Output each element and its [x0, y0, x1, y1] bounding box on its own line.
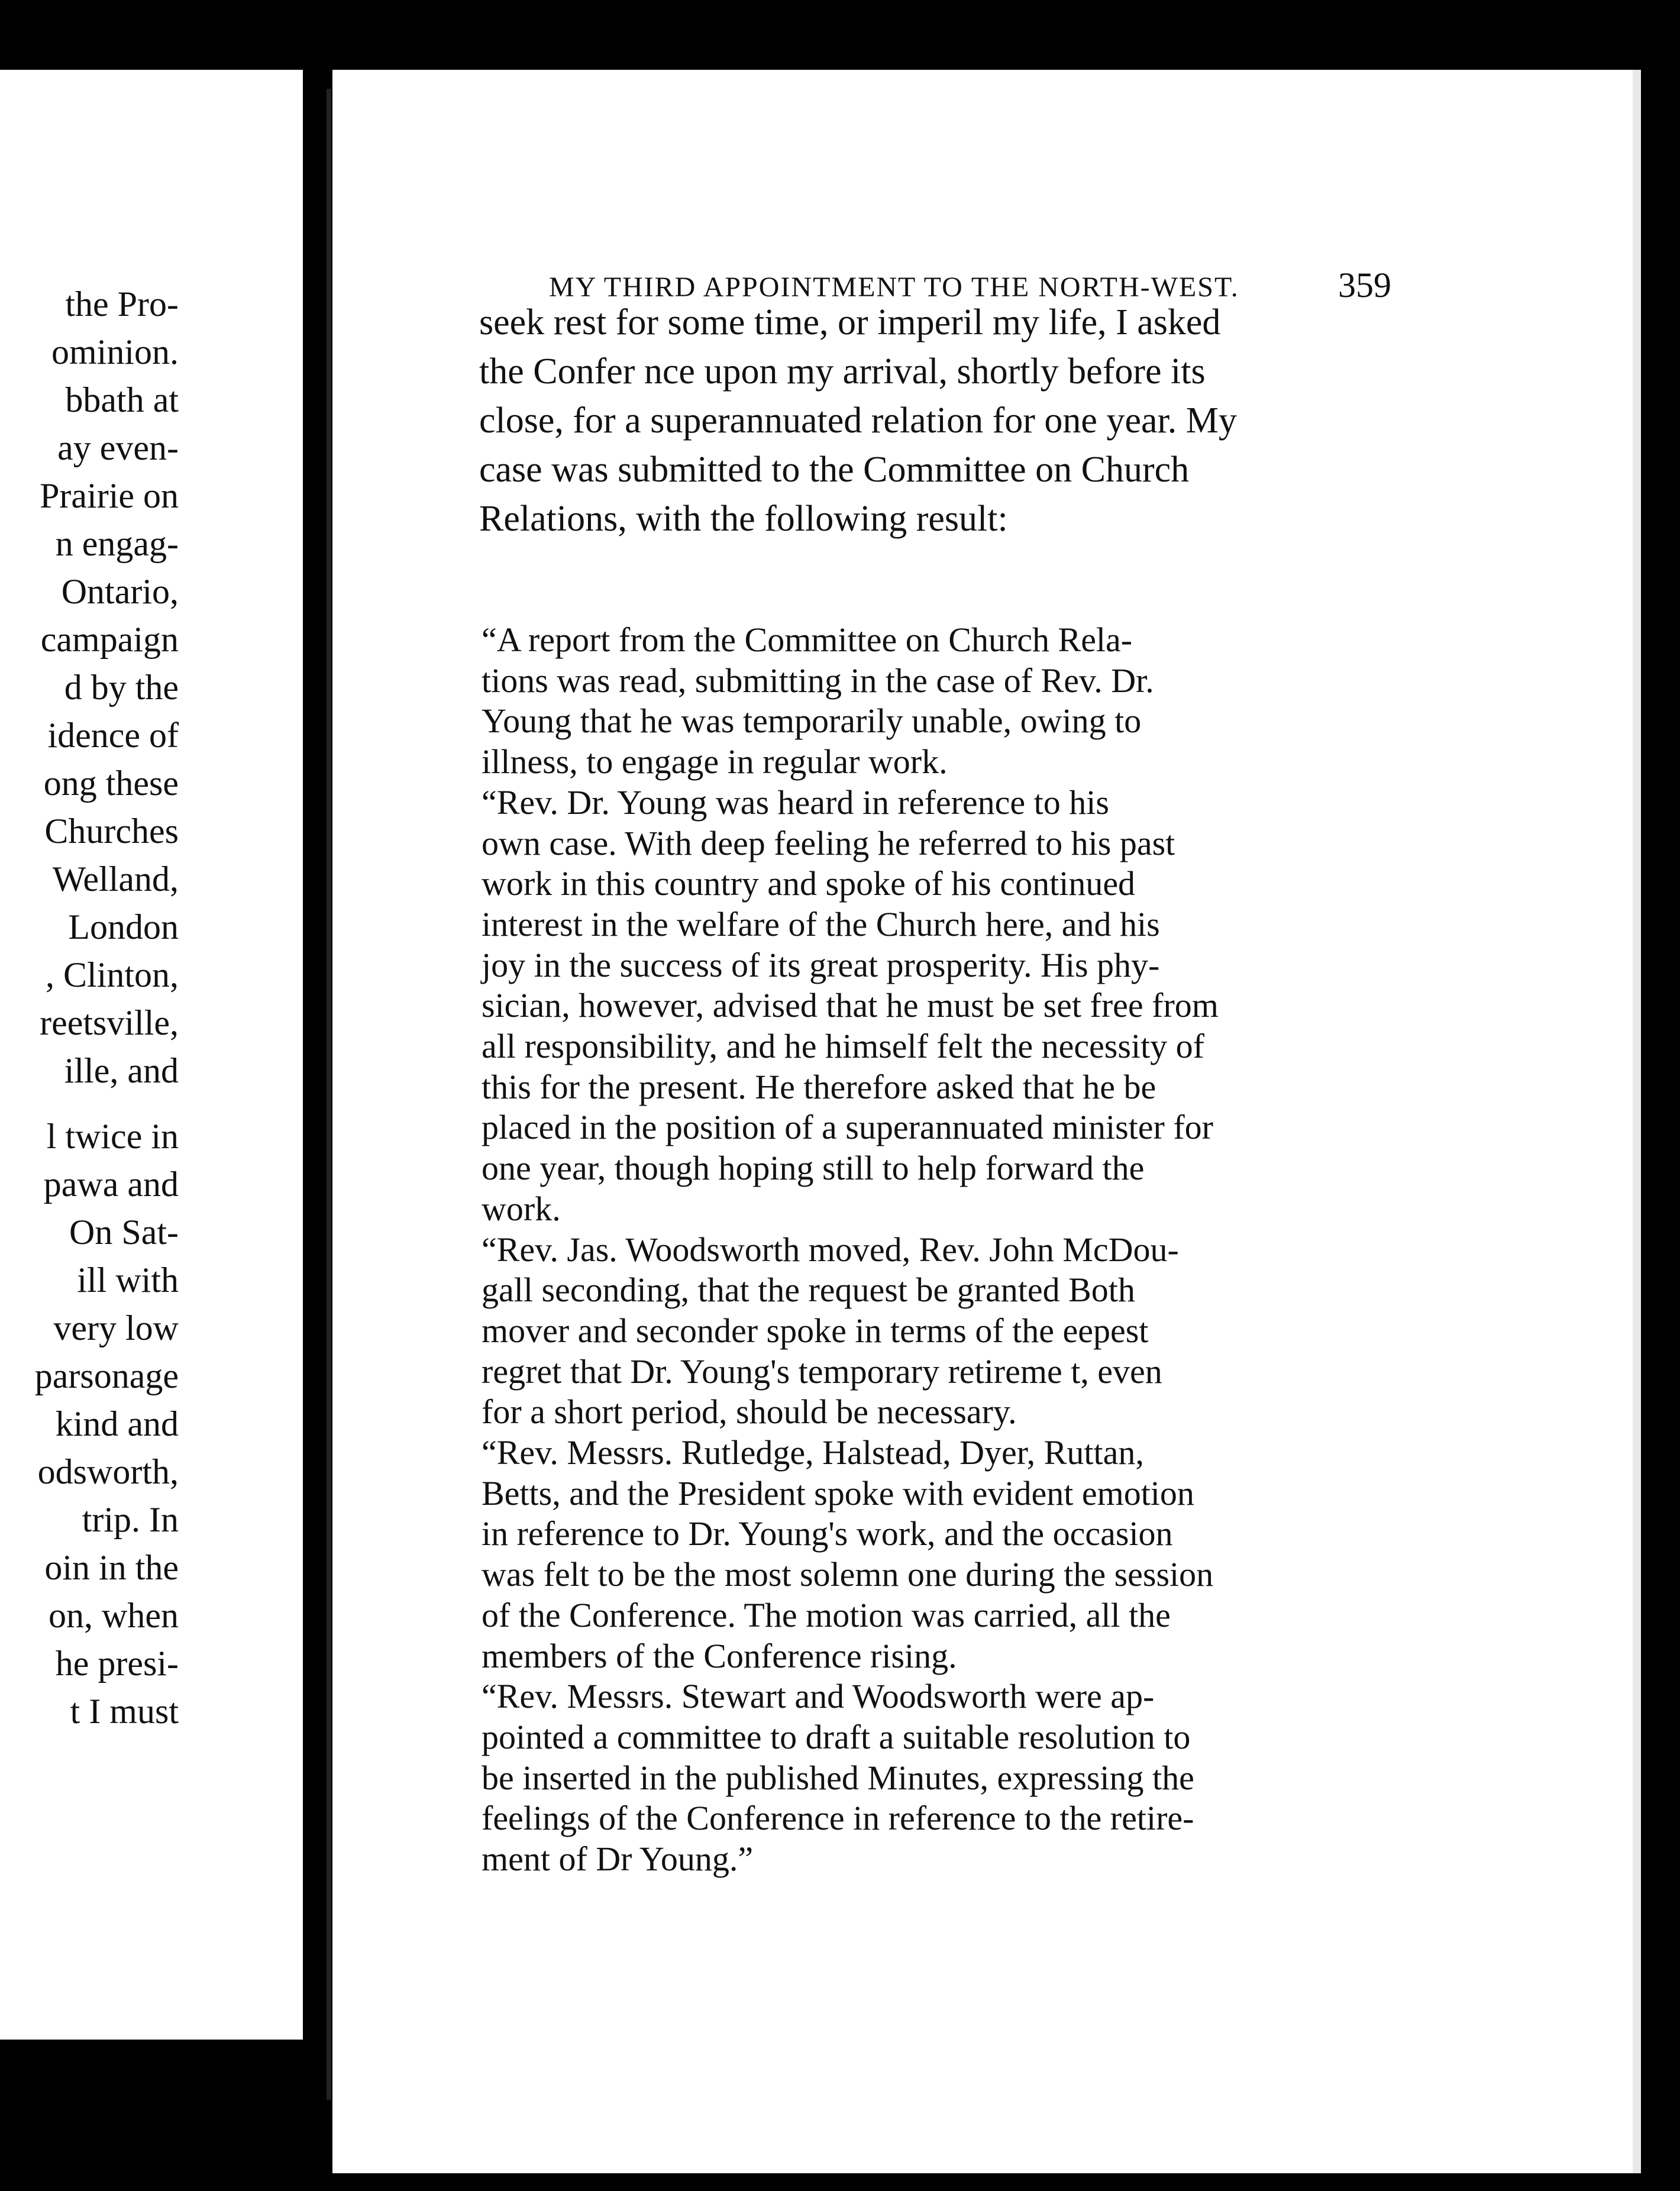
intro-line: close, for a superannuated relation for one year. My	[479, 400, 1237, 441]
scan-border-top	[0, 0, 1680, 70]
quote-line: placed in the position of a superannuated minister for	[482, 1108, 1213, 1147]
quote-line: joy in the success of its great prosperity. His phy-	[482, 945, 1160, 984]
right-page	[332, 70, 1641, 2173]
quote-line: “Rev. Dr. Young was heard in reference to his	[482, 783, 1109, 822]
left-page-line: he presi-	[55, 1644, 179, 1683]
left-page-line: n engag-	[55, 524, 179, 563]
left-page-line: , Clinton,	[45, 955, 179, 994]
left-page-line: l twice in	[46, 1117, 179, 1156]
left-page-line: ay even-	[57, 428, 179, 467]
intro-line: the Confer nce upon my arrival, shortly before its	[479, 351, 1206, 392]
scan-border-right	[1641, 0, 1680, 2191]
intro-line: seek rest for some time, or imperil my life, I asked	[479, 302, 1221, 342]
quote-line: ment of Dr Young.”	[482, 1840, 754, 1878]
quote-line: work.	[482, 1189, 561, 1228]
quote-line: illness, to engage in regular work.	[482, 742, 948, 781]
page-number: 359	[1338, 266, 1391, 305]
left-page-line: the Pro-	[65, 285, 179, 324]
quote-line: for a short period, should be necessary.	[482, 1392, 1017, 1431]
left-page-line: On Sat-	[69, 1213, 179, 1252]
left-page-line: odsworth,	[37, 1452, 179, 1491]
left-page-line: idence of	[47, 716, 179, 755]
quote-line: “Rev. Messrs. Rutledge, Halstead, Dyer, Ruttan,	[482, 1433, 1144, 1472]
quote-line: interest in the welfare of the Church here, and his	[482, 904, 1160, 943]
left-page-line: Churches	[44, 812, 179, 851]
left-page-line: Welland,	[52, 859, 179, 899]
left-page-line: pawa and	[43, 1165, 179, 1204]
quote-line: gall seconding, that the request be granted Both	[482, 1271, 1135, 1310]
left-page-line: very low	[53, 1308, 179, 1347]
left-page-line: London	[68, 907, 179, 946]
left-page-line: oin in the	[44, 1548, 179, 1587]
left-page-line: Ontario,	[61, 572, 179, 611]
left-page-fragment	[0, 70, 303, 2040]
quote-line: was felt to be the most solemn one during the session	[482, 1555, 1214, 1594]
quote-line: tions was read, submitting in the case of Rev. Dr.	[482, 661, 1154, 700]
quote-line: members of the Conference rising.	[482, 1636, 957, 1675]
left-page-line: Prairie on	[40, 476, 179, 515]
quote-line: mover and seconder spoke in terms of the eepest	[482, 1311, 1149, 1350]
left-page-line: reetsville,	[40, 1003, 179, 1042]
quote-line: this for the present. He therefore asked that he be	[482, 1067, 1156, 1106]
quote-line: one year, though hoping still to help forward the	[482, 1149, 1145, 1188]
quote-line: feelings of the Conference in reference to the retire-	[482, 1799, 1194, 1838]
quote-line: all responsibility, and he himself felt the necessity of	[482, 1027, 1204, 1065]
intro-line: Relations, with the following result:	[479, 499, 1008, 539]
left-page-line: campaign	[40, 620, 179, 659]
left-page-line: ominion.	[51, 332, 179, 371]
quote-line: pointed a committee to draft a suitable resolution to	[482, 1717, 1191, 1756]
quote-line: Betts, and the President spoke with evident emotion	[482, 1473, 1194, 1513]
quote-line: work in this country and spoke of his continued	[482, 864, 1136, 903]
quote-line: “A report from the Committee on Church Rela-	[482, 621, 1133, 659]
left-page-line: d by the	[64, 668, 179, 707]
left-page-line: trip. In	[82, 1500, 179, 1539]
quote-line: be inserted in the published Minutes, expressing the	[482, 1758, 1194, 1797]
left-page-line: kind and	[55, 1404, 179, 1443]
quote-line: sician, however, advised that he must be set free from	[482, 986, 1219, 1025]
intro-line: case was submitted to the Committee on Church	[479, 450, 1190, 490]
quote-line: “Rev. Jas. Woodsworth moved, Rev. John McDou-	[482, 1230, 1179, 1269]
left-page-line: on, when	[49, 1596, 179, 1635]
left-page-line: t I must	[70, 1692, 179, 1731]
left-page-line: ille, and	[64, 1051, 179, 1090]
left-page-line: ill with	[77, 1261, 179, 1300]
gutter-edge	[327, 89, 331, 2100]
quote-line: regret that Dr. Young's temporary retireme t, even	[482, 1352, 1162, 1391]
quote-line: own case. With deep feeling he referred to his past	[482, 823, 1175, 862]
running-head: MY THIRD APPOINTMENT TO THE NORTH-WEST.	[549, 272, 1239, 303]
quote-line: “Rev. Messrs. Stewart and Woodsworth were ap-	[482, 1677, 1155, 1716]
quote-line: of the Conference. The motion was carried, all the	[482, 1595, 1171, 1634]
left-page-line: bbath at	[65, 380, 179, 419]
left-page-line: parsonage	[34, 1356, 179, 1395]
quote-line: in reference to Dr. Young's work, and the occasion	[482, 1514, 1173, 1553]
quote-line: Young that he was temporarily unable, owing to	[482, 702, 1142, 741]
left-page-line: ong these	[43, 764, 179, 803]
